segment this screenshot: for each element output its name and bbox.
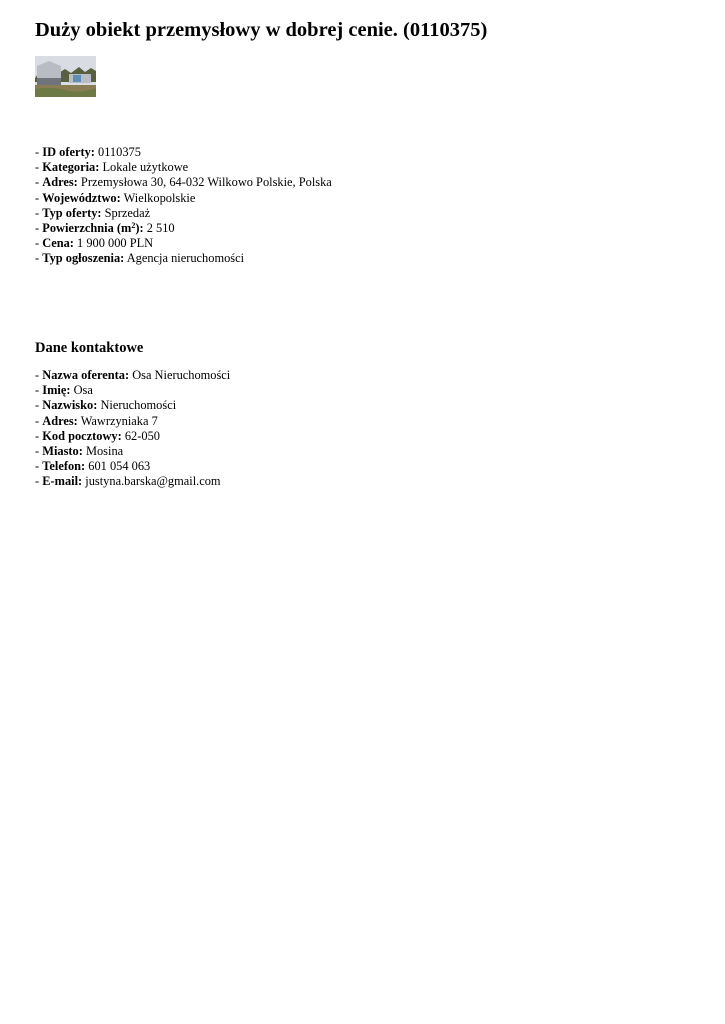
property-photo-image: [35, 56, 96, 97]
detail-label: Województwo:: [42, 190, 121, 205]
detail-label: Typ ogłoszenia:: [42, 251, 125, 266]
page-title: Duży obiekt przemysłowy w dobrej cenie. (0110375): [35, 19, 488, 41]
contact-label: E-mail:: [42, 474, 83, 489]
contact-email: - E-mail: justyna.barska@gmail.com: [35, 474, 221, 489]
detail-address: - Adres: Przemysłowa 30, 64-032 Wilkowo Polskie, Polska: [35, 175, 332, 190]
contact-label: Nazwa oferenta:: [42, 368, 130, 382]
detail-category: - Kategoria: Lokale użytkowe: [35, 160, 189, 175]
contact-offerer: - Nazwa oferenta: Osa Nieruchomości: [35, 368, 231, 382]
detail-value: Przemysłowa 30, 64-032 Wilkowo Polskie, Polska: [80, 175, 332, 190]
contact-value: 62-050: [124, 428, 160, 443]
contact-label: Adres:: [42, 413, 78, 428]
contact-postal-code: - Kod pocztowy: 62-050: [35, 428, 160, 443]
detail-offer-type: - Typ oferty: Sprzedaż: [35, 205, 151, 220]
contact-value: Wawrzyniaka 7: [80, 413, 158, 428]
property-photo[interactable]: [35, 56, 96, 97]
detail-label: Cena:: [42, 236, 74, 251]
contact-first-name: - Imię: Osa: [35, 383, 93, 398]
contact-label: Nazwisko:: [42, 398, 98, 413]
detail-area: - Powierzchnia $(m^2)$: 2 510: [35, 220, 175, 235]
offer-details: [35, 145, 332, 267]
detail-offer-id: - ID oferty: 0110375: [35, 145, 141, 159]
contact-value: 601 054 063: [88, 459, 151, 474]
contact-label: Imię:: [42, 383, 71, 398]
contact-value: Osa: [73, 383, 93, 398]
detail-label: Typ oferty:: [42, 205, 102, 220]
contact-city: - Miasto: Mosina: [35, 443, 124, 458]
detail-price: - Cena: 1 900 000 PLN: [35, 236, 154, 251]
detail-value: Wielkopolskie: [123, 190, 196, 205]
detail-label: Adres:: [42, 175, 78, 190]
detail-voivodeship: - Województwo: Wielkopolskie: [35, 190, 196, 205]
contact-email-value[interactable]: justyna.barska@gmail.com: [85, 474, 221, 489]
detail-value: 2 510: [146, 220, 175, 235]
detail-value: Sprzedaż: [104, 205, 151, 220]
contact-value: Mosina: [85, 443, 124, 458]
detail-label: Powierzchnia $(m^2)$:: [42, 220, 144, 235]
contact-value: Osa Nieruchomości: [132, 368, 231, 382]
detail-value: Agencja nieruchomości: [126, 251, 245, 266]
contact-label: Telefon:: [42, 459, 86, 474]
detail-listing-type: - Typ ogłoszenia: Agencja nieruchomości: [35, 251, 245, 266]
contact-label: Miasto:: [42, 443, 83, 458]
contact-heading: Dane kontaktowe: [35, 340, 144, 356]
contact-last-name: - Nazwisko: Nieruchomości: [35, 398, 177, 413]
detail-label: ID oferty:: [42, 145, 95, 159]
contact-label: Kod pocztowy:: [42, 428, 122, 443]
detail-label: Kategoria:: [42, 160, 100, 175]
detail-value: 1 900 000 PLN: [77, 236, 154, 251]
contact-value: Nieruchomości: [100, 398, 177, 413]
contact-phone: - Telefon: 601 054 063: [35, 459, 151, 474]
detail-value: Lokale użytkowe: [102, 160, 189, 175]
contact-details: [35, 368, 230, 490]
detail-value: 0110375: [98, 145, 141, 159]
contact-address: - Adres: Wawrzyniaka 7: [35, 413, 158, 428]
